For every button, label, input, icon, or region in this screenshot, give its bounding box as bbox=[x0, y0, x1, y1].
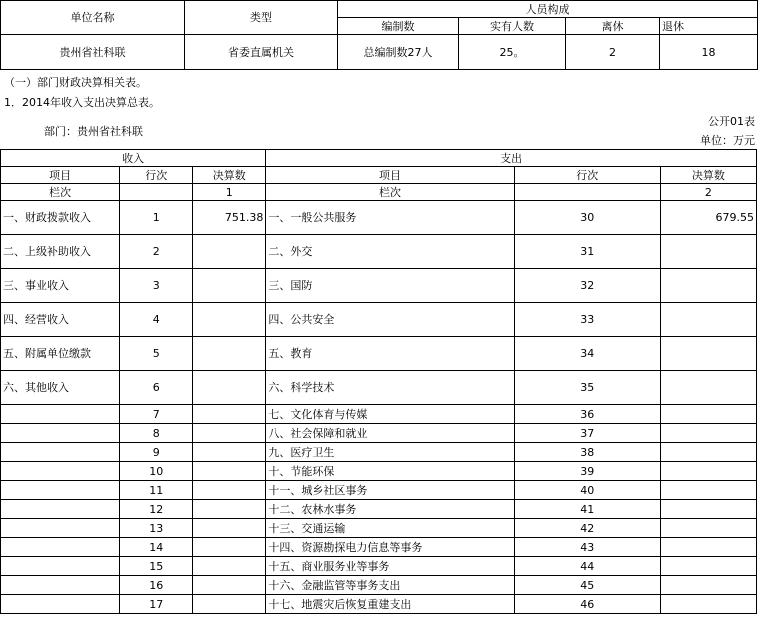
expense-item: 十四、资源勘探电力信息等事务 bbox=[266, 538, 514, 557]
income-item: 一、财政拨款收入 bbox=[1, 201, 120, 235]
expense-amount bbox=[660, 371, 756, 405]
expense-amount: 679.55 bbox=[660, 201, 756, 235]
income-item bbox=[1, 557, 120, 576]
expense-item: 二、外交 bbox=[266, 235, 514, 269]
expense-item: 九、医疗卫生 bbox=[266, 443, 514, 462]
expense-item: 四、公共安全 bbox=[266, 303, 514, 337]
expense-item: 十二、农林水事务 bbox=[266, 500, 514, 519]
actual-staff-value: 25。 bbox=[459, 35, 566, 70]
income-row-no: 2 bbox=[120, 235, 193, 269]
expense-amount bbox=[660, 235, 756, 269]
table-row bbox=[1, 269, 757, 303]
income-column-index-label: 栏次 bbox=[1, 184, 120, 201]
table-row bbox=[1, 371, 757, 405]
expense-row-no: 37 bbox=[514, 424, 660, 443]
table-row bbox=[1, 462, 757, 481]
income-item bbox=[1, 462, 120, 481]
expense-row-no: 40 bbox=[514, 481, 660, 500]
actual-staff-label: 实有人数 bbox=[459, 18, 566, 35]
income-amount bbox=[193, 405, 266, 424]
income-amount: 751.38 bbox=[193, 201, 266, 235]
income-item bbox=[1, 519, 120, 538]
type-value: 省委直属机关 bbox=[185, 35, 338, 70]
income-amount bbox=[193, 538, 266, 557]
expense-item: 十六、金融监管等事务支出 bbox=[266, 576, 514, 595]
table-row bbox=[1, 538, 757, 557]
income-row-no: 5 bbox=[120, 337, 193, 371]
income-amount bbox=[193, 443, 266, 462]
expense-amount bbox=[660, 303, 756, 337]
expense-row-no: 30 bbox=[514, 201, 660, 235]
table-row bbox=[1, 443, 757, 462]
income-row-no: 1 bbox=[120, 201, 193, 235]
expense-row-no-header: 行次 bbox=[514, 167, 660, 184]
income-item: 五、附属单位缴款 bbox=[1, 337, 120, 371]
table-row bbox=[1, 500, 757, 519]
income-amount bbox=[193, 557, 266, 576]
income-amount bbox=[193, 576, 266, 595]
expense-row-no: 34 bbox=[514, 337, 660, 371]
income-item bbox=[1, 595, 120, 614]
income-amount bbox=[193, 371, 266, 405]
expense-amount bbox=[660, 500, 756, 519]
expense-item: 十三、交通运输 bbox=[266, 519, 514, 538]
expense-column-index-label: 栏次 bbox=[266, 184, 514, 201]
income-row-no: 13 bbox=[120, 519, 193, 538]
expense-item: 十五、商业服务业等事务 bbox=[266, 557, 514, 576]
income-row-no: 11 bbox=[120, 481, 193, 500]
expense-amount-header: 决算数 bbox=[660, 167, 756, 184]
expense-row-no: 36 bbox=[514, 405, 660, 424]
income-row-no: 7 bbox=[120, 405, 193, 424]
expense-column-index-blank bbox=[514, 184, 660, 201]
table-row bbox=[1, 595, 757, 614]
income-item bbox=[1, 443, 120, 462]
expense-item: 三、国防 bbox=[266, 269, 514, 303]
subsection-title: 1．2014年收入支出决算总表。 bbox=[4, 96, 160, 109]
expense-row-no: 32 bbox=[514, 269, 660, 303]
expense-row-no: 42 bbox=[514, 519, 660, 538]
expense-row-no: 38 bbox=[514, 443, 660, 462]
income-row-no: 17 bbox=[120, 595, 193, 614]
income-row-no: 8 bbox=[120, 424, 193, 443]
table-row bbox=[1, 576, 757, 595]
expense-item: 五、教育 bbox=[266, 337, 514, 371]
income-amount bbox=[193, 500, 266, 519]
expense-row-no: 41 bbox=[514, 500, 660, 519]
expense-amount bbox=[660, 443, 756, 462]
income-item bbox=[1, 576, 120, 595]
income-header: 收入 bbox=[1, 150, 266, 167]
quota-value: 总编制数27人 bbox=[338, 35, 459, 70]
income-column-index: 1 bbox=[193, 184, 266, 201]
income-amount-header: 决算数 bbox=[193, 167, 266, 184]
table-row bbox=[1, 481, 757, 500]
income-row-no-header: 行次 bbox=[120, 167, 193, 184]
expense-amount bbox=[660, 462, 756, 481]
income-amount bbox=[193, 595, 266, 614]
expense-amount bbox=[660, 337, 756, 371]
quota-label: 编制数 bbox=[338, 18, 459, 35]
expense-row-no: 35 bbox=[514, 371, 660, 405]
income-item: 六、其他收入 bbox=[1, 371, 120, 405]
table-row bbox=[1, 557, 757, 576]
income-row-no: 12 bbox=[120, 500, 193, 519]
income-column-index-blank bbox=[120, 184, 193, 201]
table-row bbox=[1, 405, 757, 424]
income-amount bbox=[193, 303, 266, 337]
expense-amount bbox=[660, 576, 756, 595]
expense-row-no: 39 bbox=[514, 462, 660, 481]
expense-item: 一、一般公共服务 bbox=[266, 201, 514, 235]
income-item bbox=[1, 538, 120, 557]
expense-item: 十、节能环保 bbox=[266, 462, 514, 481]
expense-row-no: 31 bbox=[514, 235, 660, 269]
type-label: 类型 bbox=[185, 1, 338, 35]
expense-row-no: 45 bbox=[514, 576, 660, 595]
expense-header: 支出 bbox=[266, 150, 757, 167]
expense-row-no: 46 bbox=[514, 595, 660, 614]
table-row bbox=[1, 235, 757, 269]
expense-amount bbox=[660, 595, 756, 614]
expense-amount bbox=[660, 405, 756, 424]
table-row bbox=[1, 201, 757, 235]
income-amount bbox=[193, 424, 266, 443]
income-amount bbox=[193, 462, 266, 481]
income-item: 四、经营收入 bbox=[1, 303, 120, 337]
income-amount bbox=[193, 235, 266, 269]
income-row-no: 10 bbox=[120, 462, 193, 481]
income-row-no: 16 bbox=[120, 576, 193, 595]
expense-item: 十七、地震灾后恢复重建支出 bbox=[266, 595, 514, 614]
retired-value: 18 bbox=[660, 35, 758, 70]
table-code: 公开01表 bbox=[708, 115, 755, 128]
income-item: 二、上级补助收入 bbox=[1, 235, 120, 269]
expense-amount bbox=[660, 538, 756, 557]
income-amount bbox=[193, 269, 266, 303]
income-amount bbox=[193, 337, 266, 371]
section-title: （一）部门财政决算相关表。 bbox=[4, 76, 147, 89]
income-row-no: 9 bbox=[120, 443, 193, 462]
income-row-no: 15 bbox=[120, 557, 193, 576]
income-item bbox=[1, 424, 120, 443]
unit-name-value: 贵州省社科联 bbox=[1, 35, 185, 70]
table-row bbox=[1, 519, 757, 538]
income-row-no: 6 bbox=[120, 371, 193, 405]
income-row-no: 4 bbox=[120, 303, 193, 337]
expense-column-index: 2 bbox=[660, 184, 756, 201]
expense-row-no: 33 bbox=[514, 303, 660, 337]
expense-item: 八、社会保障和就业 bbox=[266, 424, 514, 443]
income-item bbox=[1, 500, 120, 519]
income-item-header: 项目 bbox=[1, 167, 120, 184]
income-item bbox=[1, 405, 120, 424]
resigned-label: 离休 bbox=[566, 18, 660, 35]
expense-item: 七、文化体育与传媒 bbox=[266, 405, 514, 424]
retired-label: 退休 bbox=[660, 18, 758, 35]
expense-item: 六、科学技术 bbox=[266, 371, 514, 405]
income-amount bbox=[193, 519, 266, 538]
staff-table bbox=[0, 0, 758, 70]
expense-amount bbox=[660, 481, 756, 500]
expense-item: 十一、城乡社区事务 bbox=[266, 481, 514, 500]
unit-name-label: 单位名称 bbox=[1, 1, 185, 35]
expense-amount bbox=[660, 557, 756, 576]
table-row bbox=[1, 303, 757, 337]
expense-amount bbox=[660, 519, 756, 538]
department-label: 部门：贵州省社科联 bbox=[44, 125, 143, 138]
expense-row-no: 43 bbox=[514, 538, 660, 557]
staff-composition-label: 人员构成 bbox=[338, 1, 758, 18]
resigned-value: 2 bbox=[566, 35, 660, 70]
table-row bbox=[1, 337, 757, 371]
income-item bbox=[1, 481, 120, 500]
expense-item-header: 项目 bbox=[266, 167, 514, 184]
income-row-no: 3 bbox=[120, 269, 193, 303]
income-row-no: 14 bbox=[120, 538, 193, 557]
expense-amount bbox=[660, 424, 756, 443]
expense-row-no: 44 bbox=[514, 557, 660, 576]
income-expense-table bbox=[0, 149, 757, 614]
income-amount bbox=[193, 481, 266, 500]
unit-label: 单位：万元 bbox=[700, 134, 755, 147]
expense-amount bbox=[660, 269, 756, 303]
table-row bbox=[1, 424, 757, 443]
income-item: 三、事业收入 bbox=[1, 269, 120, 303]
